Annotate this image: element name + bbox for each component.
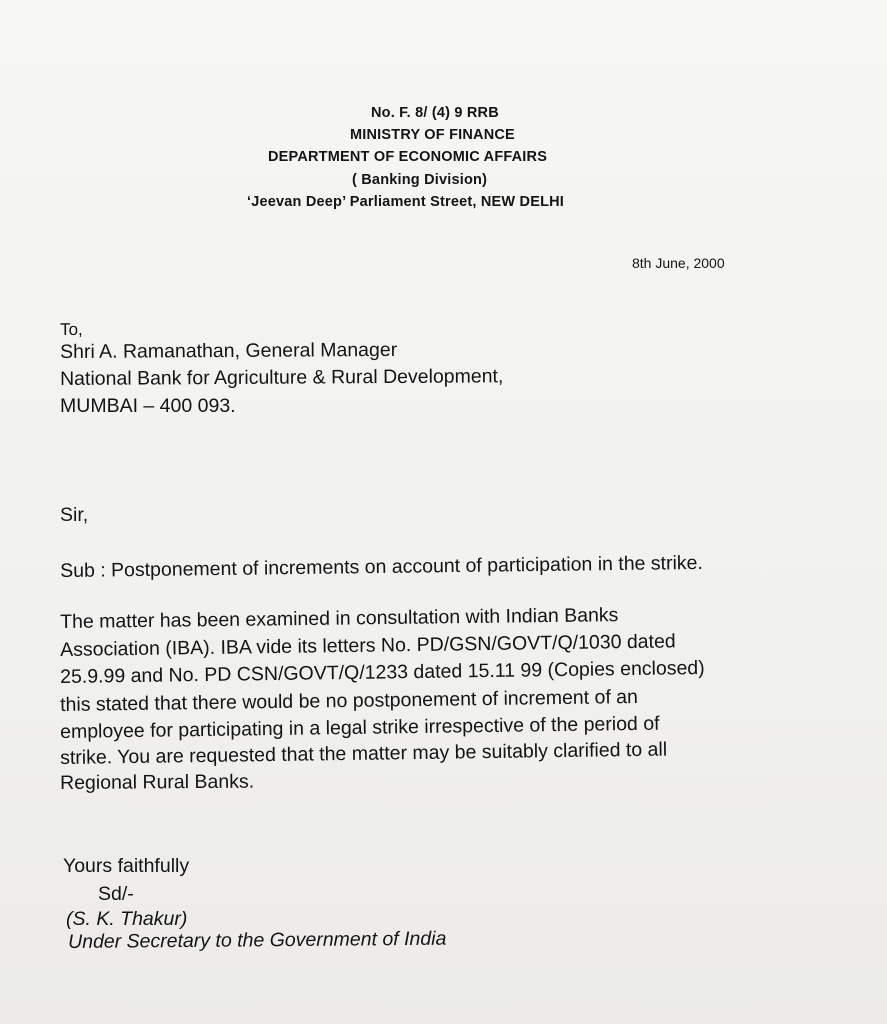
recipient-city: MUMBAI – 400 093. [60,395,236,417]
sign-off: Yours faithfully [63,855,190,877]
body-line: Regional Rural Banks. [60,770,255,794]
body-line: this stated that there would be no postponement of increment of an [60,685,639,716]
signature-mark: Sd/- [98,883,134,905]
recipient-name: Shri A. Ramanathan, General Manager [60,338,398,363]
body-line: employee for participating in a legal strike irrespective of the period of [60,712,660,743]
body-line: Association (IBA). IBA vide its letters No. PD/GSN/GOVT/Q/1030 dated [60,630,676,661]
division-name: ( Banking Division) [352,172,488,188]
body-line: The matter has been examined in consultation with Indian Banks [60,604,619,633]
ministry-name: MINISTRY OF FINANCE [350,127,515,143]
signatory-designation: Under Secretary to the Government of India [68,927,447,953]
department-name: DEPARTMENT OF ECONOMIC AFFAIRS [268,149,548,165]
body-line: 25.9.99 and No. PD CSN/GOVT/Q/1233 dated 15.11 99 (Copies enclosed) [60,656,705,688]
recipient-to: To, [60,319,83,339]
file-number: No. F. 8/ (4) 9 RRB [371,105,499,121]
body-line: strike. You are requested that the matter may be suitably clarified to all [60,738,668,769]
letter-date: 8th June, 2000 [632,255,725,271]
subject-line: Sub : Postponement of increments on account of participation in the strike. [60,551,704,582]
salutation: Sir, [60,504,89,526]
signatory-name: (S. K. Thakur) [66,908,188,930]
office-address: ‘Jeevan Deep’ Parliament Street, NEW DELHI [247,194,565,210]
recipient-organization: National Bank for Agriculture & Rural Development, [60,365,504,390]
